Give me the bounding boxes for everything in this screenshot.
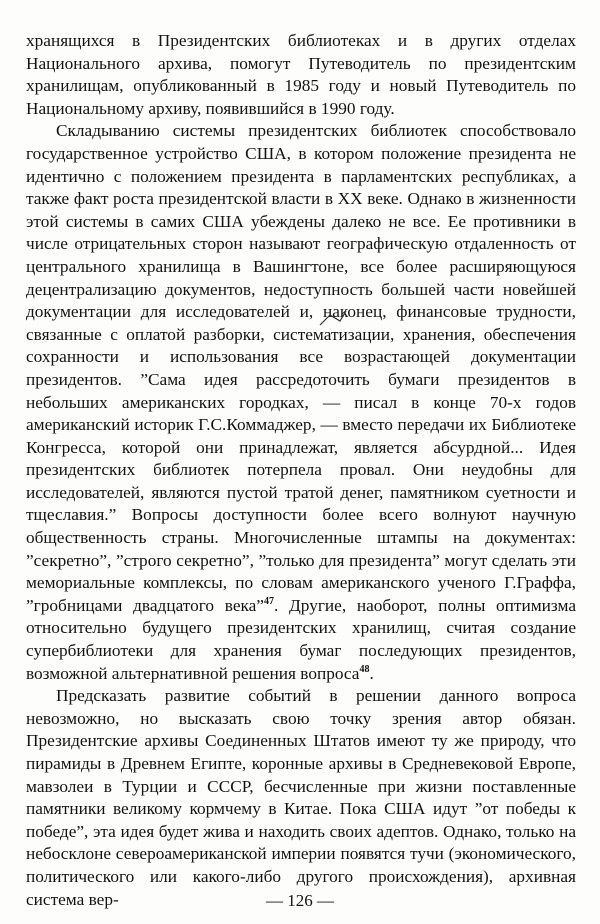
paragraph-2-part-c: . xyxy=(369,663,374,683)
paragraph-2-part-a: Складыванию системы президентских библиотек способствовало государственное устройство США, в котором положение президента не идентично с положением президента в парламентских республиках, а также факт роста президентской власти в XX веке. Однако в жизненности этой системы в самих США убеждены далеко не все. Ее противники в числе отрицательных сторон называют географическую отдаленность от центрального хранилища в Вашингтоне, все более расширяющуюся децентрализацию документов, недоступность большей части новейшей документации для исследователей и, наконец, финансовые трудности, связанные с оплатой разборки, систематизации, хранения, обеспечения сохранности и использования все возрастающей документации президентов. ”Сама идея рассредоточить бумаги президентов в небольших американских городках, — писал в конце 70-х годов американский историк Г.С.Коммаджер, — вместо передачи их Библиотеке Конгресса, которой они принадлежат, является абсурдной... Идея президентских библиотек потерпела провал. Они неудобны для исследователей, являются пустой тратой денег, памятником суетности и тщеславия.” Вопросы доступности более всего волнуют научную общественность страны. Многочисленные штампы на документах: ”секретно”, ”строго секретно”, ”только для президента” могут сделать эти мемориальные комплексы, по словам американского ученого Г.Граффа, ”гробницами двадцатого века” xyxy=(26,121,576,615)
paragraph-1: хранящихся в Президентских библиотеках и в других отделах Национального архива, помогут Путеводитель по президентским хранилищам, опубликованный в 1985 году и новый Путеводитель по Национальному архиву, появившийся в 1990 году. xyxy=(26,31,576,118)
page-number: — 126 — xyxy=(266,891,334,910)
paragraph-2-part-b: . Другие, наоборот, полны оптимизма относительно будущего президентских хранилищ, считая создание супербиблиотеки для хранения бумаг последующих президентов, возможной альтернативной решения вопроса xyxy=(26,595,576,683)
paragraph-3: Предсказать развитие событий в решении данного вопроса невозможно, но высказать свою точку зрения автор обязан. Президентские архивы Соединенных Штатов имеют ту же природу, что пирамиды в Древнем Египте, коронные архивы в Средневековой Европе, мавзолеи в Турции и СССР, бесчисленные при жизни поставленные памятники великому кормчему в Китае. Пока США идут ”от победы к победе”, эта идея будет жива и находить своих адептов. Однако, только на небосклоне североамериканской империи появятся тучи (экономического, политического или какого-либо другого происхождения), архивная система вер- xyxy=(26,686,576,909)
footnote-ref-47: 47 xyxy=(263,596,274,608)
body-text xyxy=(26,30,576,911)
paragraph-2 xyxy=(26,120,576,685)
footnote-ref-48: 48 xyxy=(359,663,370,675)
handwritten-correction-mark-icon xyxy=(318,307,348,329)
